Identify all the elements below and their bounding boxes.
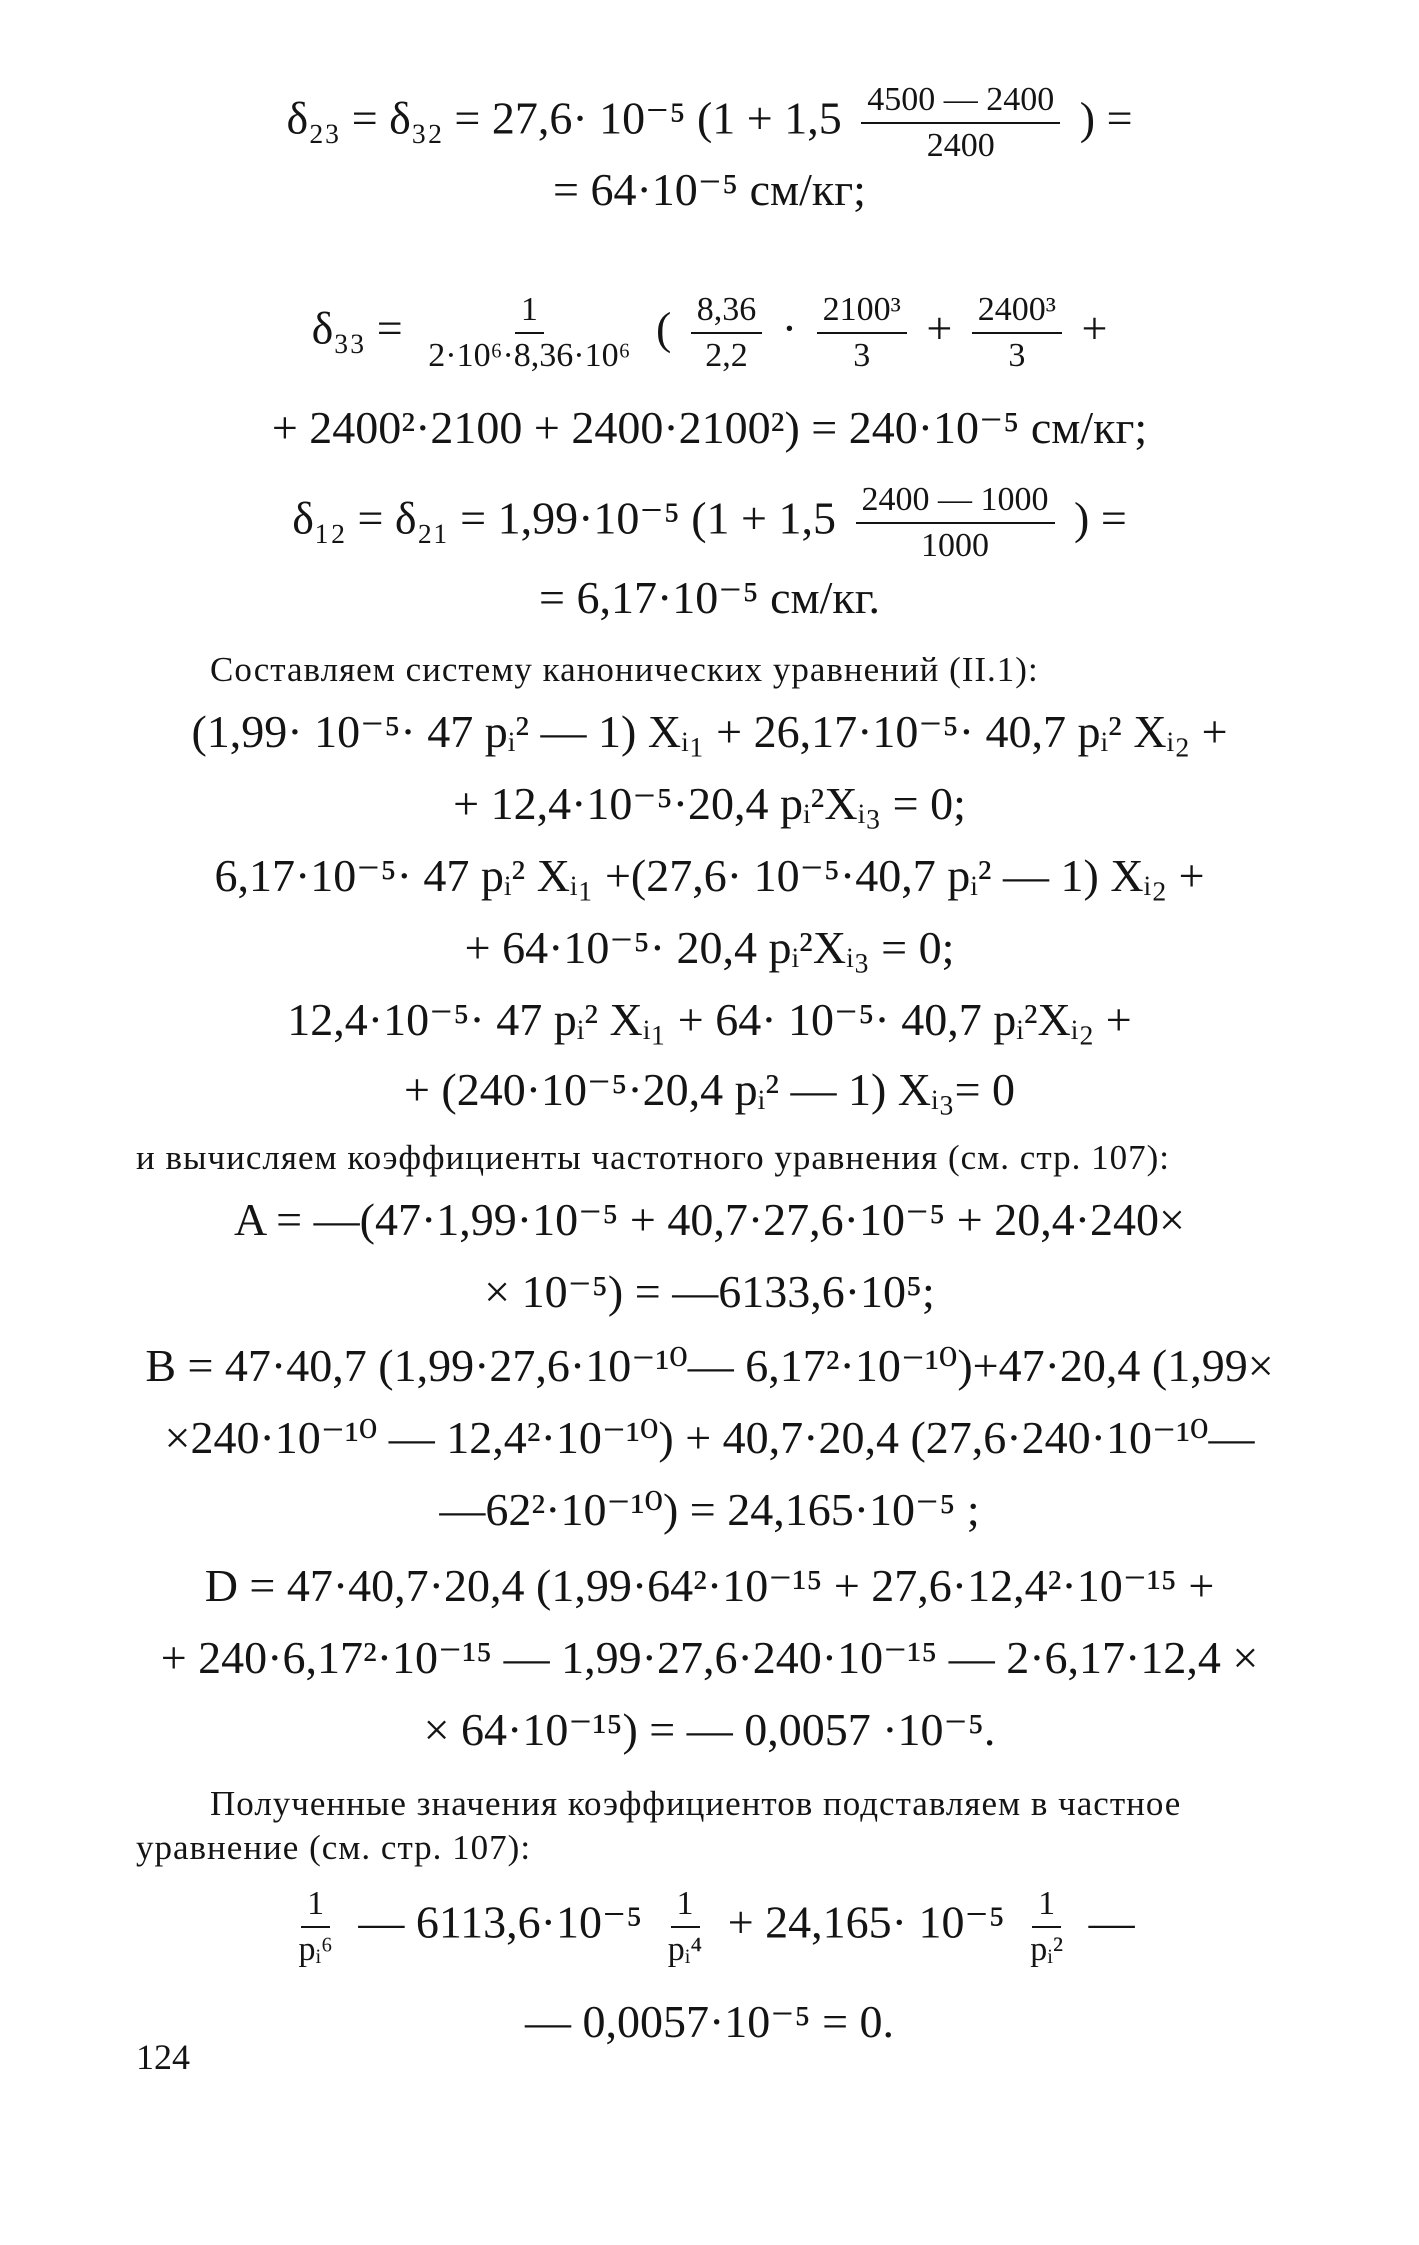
fraction-numerator: 1 [1032, 1882, 1061, 1928]
equation-coef-B3: —62²·10⁻¹⁰) = 24,165·10⁻⁵ ; [439, 1484, 980, 1535]
fraction-numerator: 4500 — 2400 [861, 78, 1060, 124]
fraction-denominator: pᵢ⁴ [667, 1931, 703, 1968]
equation-system-1b: + 12,4·10⁻⁵·20,4 pᵢ²Xᵢ₃ = 0; [453, 778, 966, 829]
eq-text: δ₂₃ = δ₃₂ = 27,6· 10⁻⁵ (1 + 1,5 [286, 92, 842, 144]
paragraph-system-intro: Составляем систему канонических уравнений (II.1): [210, 650, 1039, 689]
fraction [662, 1882, 708, 1972]
fraction [972, 288, 1062, 378]
eq-text: δ₃₃ = [311, 302, 403, 354]
fraction-numerator: 2100³ [817, 288, 907, 334]
equation-coef-B1: B = 47·40,7 (1,99·27,6·10⁻¹⁰— 6,17²·10⁻¹⁰)+47·20,4 (1,99× [145, 1340, 1274, 1391]
fraction-denominator: 3 [853, 337, 871, 374]
equation-coef-B2: ×240·10⁻¹⁰ — 12,4²·10⁻¹⁰) + 40,7·20,4 (27,6·240·10⁻¹⁰— [164, 1412, 1255, 1463]
paragraph-substitution: Полученные значения коэффициентов подставляем в частное уравнение (см. стр. 107): [136, 1784, 1182, 1867]
equation-system-2a: 6,17·10⁻⁵· 47 pᵢ² Xᵢ₁ +(27,6· 10⁻⁵·40,7 pᵢ² — 1) Xᵢ₂ + [214, 850, 1205, 901]
fraction [817, 288, 907, 378]
equation-system-1a: (1,99· 10⁻⁵· 47 pᵢ² — 1) Xᵢ₁ + 26,17·10⁻⁵· 40,7 pᵢ² Xᵢ₂ + [191, 706, 1228, 757]
fraction-numerator: 8,36 [691, 288, 763, 334]
equation-system-2b: + 64·10⁻⁵· 20,4 pᵢ²Xᵢ₃ = 0; [464, 922, 955, 973]
equation-coef-A2: × 10⁻⁵) = —6133,6·10⁵; [484, 1266, 935, 1317]
fraction [292, 1882, 338, 1972]
equation-system-3a: 12,4·10⁻⁵· 47 pᵢ² Xᵢ₁ + 64· 10⁻⁵· 40,7 pᵢ²Xᵢ₂ + [287, 994, 1132, 1045]
eq-text: + [1081, 302, 1108, 354]
equation-system-3b: + (240·10⁻⁵·20,4 pᵢ² — 1) Xᵢ₃= 0 [403, 1064, 1016, 1115]
page-number: 124 [136, 2037, 190, 2077]
fraction-denominator: pᵢ² [1030, 1931, 1064, 1968]
fraction [1024, 1882, 1069, 1972]
fraction [861, 78, 1060, 168]
fraction-denominator: 2400 [926, 127, 995, 164]
equation-frequency-end: — 0,0057·10⁻⁵ = 0. [524, 1996, 895, 2047]
equation-coef-D1: D = 47·40,7·20,4 (1,99·64²·10⁻¹⁵ + 27,6·12,4²·10⁻¹⁵ + [204, 1560, 1215, 1611]
fraction-numerator: 1 [671, 1882, 700, 1928]
fraction [691, 288, 763, 378]
equation-coef-A1: A = —(47·1,99·10⁻⁵ + 40,7·27,6·10⁻⁵ + 20,4·240× [234, 1194, 1185, 1245]
eq-text: + 24,165· 10⁻⁵ [727, 1896, 1005, 1948]
eq-text: — [1088, 1896, 1135, 1948]
fraction [856, 478, 1055, 568]
fraction-denominator: 1000 [921, 527, 989, 564]
equation-delta33-cont: + 2400²·2100 + 2400·2100²) = 240·10⁻⁵ см/кг; [271, 402, 1148, 453]
fraction-denominator: 3 [1008, 337, 1026, 374]
fraction-numerator: 2400 — 1000 [856, 478, 1055, 524]
eq-text: δ₁₂ = δ₂₁ = 1,99·10⁻⁵ (1 + 1,5 [292, 492, 836, 544]
eq-text: ( [655, 302, 672, 354]
fraction-numerator: 2400³ [972, 288, 1062, 334]
equation-coef-D2: + 240·6,17²·10⁻¹⁵ — 1,99·27,6·240·10⁻¹⁵ — 2·6,17·12,4 × [160, 1632, 1259, 1683]
equation-delta33 [0, 288, 1419, 378]
eq-text: ) = [1074, 492, 1127, 544]
paragraph-coefficients-intro: и вычисляем коэффициенты частотного уравнения (см. стр. 107): [136, 1138, 1170, 1177]
equation-delta12 [0, 478, 1419, 568]
fraction-denominator: 2·10⁶·8,36·10⁶ [428, 337, 631, 374]
equation-delta23-result: = 64·10⁻⁵ см/кг; [553, 164, 866, 215]
eq-text: — 6113,6·10⁻⁵ [358, 1896, 643, 1948]
fraction-denominator: 2,2 [705, 337, 748, 374]
equation-delta23 [0, 78, 1419, 168]
eq-text: · [781, 302, 798, 354]
equation-delta12-result: = 6,17·10⁻⁵ см/кг. [539, 572, 880, 623]
equation-coef-D3: × 64·10⁻¹⁵) = — 0,0057 ·10⁻⁵. [423, 1704, 996, 1755]
eq-text: + [926, 302, 953, 354]
fraction [422, 288, 636, 378]
equation-frequency [0, 1882, 1419, 1972]
fraction-numerator: 1 [515, 288, 544, 334]
fraction-numerator: 1 [301, 1882, 330, 1928]
eq-text: ) = [1079, 92, 1133, 144]
fraction-denominator: pᵢ⁶ [298, 1931, 333, 1968]
